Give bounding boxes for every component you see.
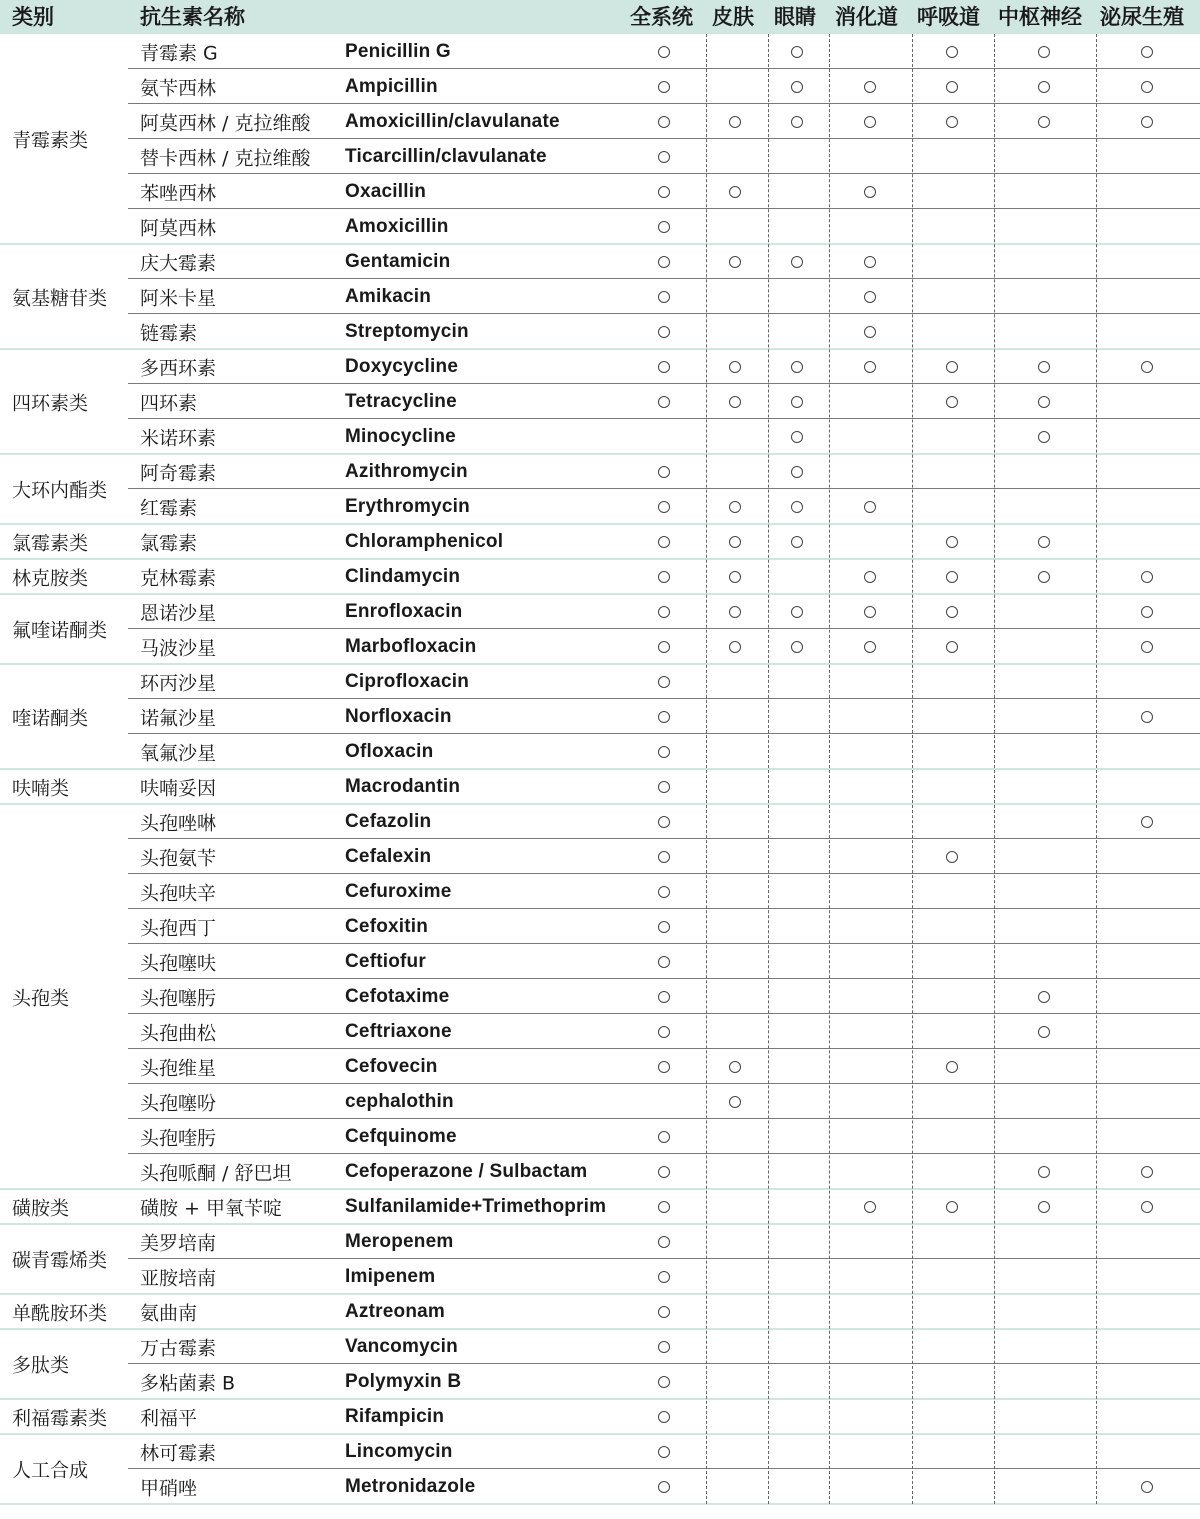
drug-name-cn: 林可霉素 (140, 1442, 217, 1464)
drug-name-en: Cefoperazone / Sulbactam (345, 1160, 588, 1182)
row-divider (128, 628, 1200, 629)
drug-name-en: Marbofloxacin (345, 635, 477, 657)
drug-name-cn: 四环素 (140, 392, 198, 414)
indication-mark (658, 641, 670, 653)
indication-mark (658, 151, 670, 163)
indication-mark (658, 501, 670, 513)
indication-mark (1141, 81, 1153, 93)
group-divider (0, 768, 1200, 770)
row-divider (128, 1048, 1200, 1049)
drug-name-cn: 头孢喹肟 (140, 1127, 217, 1149)
indication-mark (1141, 1481, 1153, 1493)
indication-mark (658, 746, 670, 758)
indication-mark (658, 816, 670, 828)
column-separator (768, 34, 769, 1504)
header-col-cns: 中枢神经 (998, 5, 1082, 29)
drug-name-cn: 米诺环素 (140, 427, 217, 449)
group-divider (0, 593, 1200, 595)
category-label: 多肽类 (12, 1354, 70, 1377)
drug-name-cn: 苯唑西林 (140, 182, 217, 204)
indication-mark (658, 956, 670, 968)
drug-name-cn: 氧氟沙星 (140, 742, 217, 764)
category-label: 碳青霉烯类 (12, 1249, 108, 1272)
drug-name-cn: 头孢曲松 (140, 1022, 217, 1044)
drug-name-cn: 氨曲南 (140, 1302, 198, 1324)
indication-mark (1141, 1201, 1153, 1213)
header-name: 抗生素名称 (140, 5, 245, 29)
indication-mark (1141, 1166, 1153, 1178)
drug-name-en: Erythromycin (345, 495, 470, 517)
group-divider (0, 453, 1200, 455)
indication-mark (658, 1376, 670, 1388)
indication-mark (658, 81, 670, 93)
drug-name-cn: 头孢噻呋 (140, 952, 217, 974)
drug-name-cn: 万古霉素 (140, 1337, 217, 1359)
drug-name-cn: 阿米卡星 (140, 287, 217, 309)
indication-mark (658, 466, 670, 478)
indication-mark (658, 1271, 670, 1283)
drug-name-en: Streptomycin (345, 320, 469, 342)
indication-mark (1141, 571, 1153, 583)
indication-mark (1038, 81, 1050, 93)
row-divider (128, 978, 1200, 979)
group-divider (0, 558, 1200, 560)
category-label: 磺胺类 (12, 1197, 70, 1219)
column-separator (829, 34, 830, 1504)
drug-name-cn: 多粘菌素 B (140, 1372, 236, 1394)
indication-mark (946, 536, 958, 548)
drug-name-en: Clindamycin (345, 565, 461, 587)
drug-name-en: Ciprofloxacin (345, 670, 470, 692)
indication-mark (658, 291, 670, 303)
indication-mark (658, 886, 670, 898)
drug-name-cn: 美罗培南 (140, 1232, 217, 1254)
group-divider (0, 1328, 1200, 1330)
indication-mark (658, 1026, 670, 1038)
row-divider (128, 418, 1200, 419)
drug-name-cn: 呋喃妥因 (140, 777, 217, 799)
drug-name-cn: 亚胺培南 (140, 1267, 217, 1289)
indication-mark (729, 396, 741, 408)
drug-name-cn: 氯霉素 (140, 532, 198, 554)
row-divider (128, 208, 1200, 209)
indication-mark (946, 606, 958, 618)
indication-mark (658, 361, 670, 373)
drug-name-cn: 氨苄西林 (140, 77, 217, 99)
drug-name-cn: 磺胺 + 甲氧苄啶 (140, 1197, 282, 1219)
drug-name-en: Cefoxitin (345, 915, 429, 937)
indication-mark (946, 46, 958, 58)
row-divider (128, 733, 1200, 734)
drug-name-en: Norfloxacin (345, 705, 452, 727)
drug-name-en: Doxycycline (345, 355, 459, 377)
indication-mark (1038, 1201, 1050, 1213)
drug-name-cn: 恩诺沙星 (140, 602, 217, 624)
indication-mark (946, 641, 958, 653)
header-col-eye: 眼睛 (774, 5, 816, 29)
indication-mark (791, 431, 803, 443)
indication-mark (864, 361, 876, 373)
indication-mark (1038, 571, 1050, 583)
drug-name-cn: 青霉素 G (140, 42, 218, 64)
drug-name-en: Aztreonam (345, 1300, 445, 1322)
indication-mark (658, 1481, 670, 1493)
indication-mark (864, 256, 876, 268)
category-label: 喹诺酮类 (12, 707, 89, 729)
drug-name-en: Rifampicin (345, 1405, 445, 1427)
group-divider (0, 1293, 1200, 1295)
indication-mark (658, 536, 670, 548)
drug-name-en: Polymyxin B (345, 1370, 462, 1392)
group-divider (0, 1188, 1200, 1190)
group-divider (0, 523, 1200, 525)
row-divider (128, 1258, 1200, 1259)
drug-name-cn: 克林霉素 (140, 567, 217, 589)
indication-mark (864, 571, 876, 583)
indication-mark (729, 1061, 741, 1073)
drug-name-en: Minocycline (345, 425, 456, 447)
drug-name-cn: 庆大霉素 (140, 252, 217, 274)
category-label: 氯霉素类 (12, 532, 89, 554)
drug-name-en: Meropenem (345, 1230, 454, 1252)
indication-mark (658, 711, 670, 723)
indication-mark (729, 186, 741, 198)
indication-mark (658, 991, 670, 1003)
drug-name-cn: 头孢噻肟 (140, 987, 217, 1009)
group-divider (0, 663, 1200, 665)
drug-name-cn: 头孢氨苄 (140, 847, 217, 869)
drug-name-en: Imipenem (345, 1265, 436, 1287)
indication-mark (864, 606, 876, 618)
indication-mark (658, 396, 670, 408)
indication-mark (729, 116, 741, 128)
indication-mark (729, 361, 741, 373)
indication-mark (658, 186, 670, 198)
indication-mark (864, 501, 876, 513)
indication-mark (1038, 536, 1050, 548)
category-label: 氨基糖苷类 (12, 287, 108, 309)
row-divider (128, 1153, 1200, 1154)
indication-mark (729, 501, 741, 513)
category-label: 四环素类 (12, 392, 89, 414)
indication-mark (729, 641, 741, 653)
column-separator (1096, 34, 1097, 1504)
drug-name-cn: 阿莫西林 / 克拉维酸 (140, 112, 311, 134)
group-divider (0, 348, 1200, 350)
drug-name-en: Ampicillin (345, 75, 438, 97)
row-divider (128, 278, 1200, 279)
header-col-systemic: 全系统 (630, 5, 693, 29)
indication-mark (791, 501, 803, 513)
indication-mark (1038, 991, 1050, 1003)
indication-mark (791, 116, 803, 128)
indication-mark (864, 641, 876, 653)
header-col-urogenital: 泌尿生殖 (1100, 5, 1184, 29)
indication-mark (791, 536, 803, 548)
drug-name-en: Amoxicillin/clavulanate (345, 110, 560, 132)
drug-name-en: Vancomycin (345, 1335, 458, 1357)
indication-mark (658, 781, 670, 793)
drug-name-en: Macrodantin (345, 775, 461, 797)
indication-mark (946, 1201, 958, 1213)
indication-mark (658, 1306, 670, 1318)
row-divider (128, 1363, 1200, 1364)
column-separator (994, 34, 995, 1504)
group-divider (0, 1503, 1200, 1505)
group-divider (0, 1433, 1200, 1435)
indication-mark (946, 571, 958, 583)
drug-name-en: Amikacin (345, 285, 432, 307)
column-separator (912, 34, 913, 1504)
indication-mark (864, 81, 876, 93)
drug-name-en: Enrofloxacin (345, 600, 463, 622)
indication-mark (1141, 361, 1153, 373)
indication-mark (658, 1131, 670, 1143)
indication-mark (946, 81, 958, 93)
group-divider (0, 1223, 1200, 1225)
drug-name-cn: 阿莫西林 (140, 217, 217, 239)
drug-name-cn: 头孢噻吩 (140, 1092, 217, 1114)
drug-name-en: Amoxicillin (345, 215, 449, 237)
indication-mark (1038, 1026, 1050, 1038)
drug-name-en: Cefovecin (345, 1055, 438, 1077)
drug-name-cn: 替卡西林 / 克拉维酸 (140, 147, 311, 169)
drug-name-en: Lincomycin (345, 1440, 453, 1462)
indication-mark (729, 571, 741, 583)
category-label: 青霉素类 (12, 129, 89, 152)
category-label: 大环内酯类 (12, 479, 108, 502)
row-divider (128, 313, 1200, 314)
indication-mark (946, 361, 958, 373)
row-divider (128, 1118, 1200, 1119)
indication-mark (946, 396, 958, 408)
row-divider (128, 873, 1200, 874)
row-divider (128, 1013, 1200, 1014)
row-divider (128, 138, 1200, 139)
drug-name-cn: 头孢唑啉 (140, 812, 217, 834)
indication-mark (1038, 361, 1050, 373)
drug-name-en: Metronidazole (345, 1475, 476, 1497)
indication-mark (658, 46, 670, 58)
header-col-digestive: 消化道 (835, 5, 898, 29)
drug-name-cn: 头孢哌酮 / 舒巴坦 (140, 1162, 292, 1184)
category-label: 头孢类 (12, 987, 70, 1009)
indication-mark (791, 81, 803, 93)
category-label: 人工合成 (12, 1459, 89, 1482)
row-divider (128, 1468, 1200, 1469)
drug-name-cn: 马波沙星 (140, 637, 217, 659)
drug-name-en: Ticarcillin/clavulanate (345, 145, 547, 167)
indication-mark (658, 571, 670, 583)
indication-mark (729, 606, 741, 618)
drug-name-cn: 头孢维星 (140, 1057, 217, 1079)
column-separator (706, 34, 707, 1504)
drug-name-cn: 头孢西丁 (140, 917, 217, 939)
indication-mark (658, 1166, 670, 1178)
row-divider (128, 908, 1200, 909)
category-label: 林克胺类 (12, 567, 89, 589)
indication-mark (946, 851, 958, 863)
group-divider (0, 803, 1200, 805)
header-col-skin: 皮肤 (712, 5, 754, 29)
category-label: 氟喹诺酮类 (12, 619, 108, 642)
indication-mark (791, 396, 803, 408)
indication-mark (1141, 116, 1153, 128)
indication-mark (791, 641, 803, 653)
indication-mark (658, 256, 670, 268)
indication-mark (1141, 711, 1153, 723)
group-divider (0, 243, 1200, 245)
indication-mark (791, 361, 803, 373)
indication-mark (946, 1061, 958, 1073)
indication-mark (864, 291, 876, 303)
category-label: 呋喃类 (12, 777, 70, 799)
indication-mark (658, 1446, 670, 1458)
row-divider (128, 488, 1200, 489)
drug-name-en: cephalothin (345, 1090, 454, 1112)
drug-name-en: Sulfanilamide+Trimethoprim (345, 1195, 607, 1217)
indication-mark (1141, 816, 1153, 828)
indication-mark (658, 851, 670, 863)
indication-mark (791, 256, 803, 268)
header-category: 类别 (12, 5, 54, 29)
drug-name-cn: 甲硝唑 (140, 1477, 198, 1499)
indication-mark (1038, 431, 1050, 443)
category-label: 利福霉素类 (12, 1407, 108, 1429)
row-divider (128, 1083, 1200, 1084)
drug-name-en: Ofloxacin (345, 740, 434, 762)
row-divider (128, 838, 1200, 839)
indication-mark (791, 46, 803, 58)
drug-name-en: Tetracycline (345, 390, 457, 412)
indication-mark (1038, 1166, 1050, 1178)
indication-mark (658, 606, 670, 618)
row-divider (128, 103, 1200, 104)
row-divider (128, 173, 1200, 174)
indication-mark (864, 116, 876, 128)
indication-mark (1141, 641, 1153, 653)
indication-mark (658, 1236, 670, 1248)
drug-name-cn: 阿奇霉素 (140, 462, 217, 484)
indication-mark (658, 1411, 670, 1423)
drug-name-en: Oxacillin (345, 180, 427, 202)
indication-mark (1038, 396, 1050, 408)
drug-name-en: Ceftriaxone (345, 1020, 452, 1042)
indication-mark (729, 256, 741, 268)
drug-name-en: Cefuroxime (345, 880, 452, 902)
header-col-respiratory: 呼吸道 (917, 5, 980, 29)
indication-mark (658, 676, 670, 688)
drug-name-en: Azithromycin (345, 460, 468, 482)
indication-mark (864, 326, 876, 338)
row-divider (128, 383, 1200, 384)
indication-mark (1141, 46, 1153, 58)
category-label: 单酰胺环类 (12, 1302, 108, 1324)
drug-name-cn: 诺氟沙星 (140, 707, 217, 729)
drug-name-en: Cefazolin (345, 810, 432, 832)
drug-name-cn: 多西环素 (140, 357, 217, 379)
indication-mark (658, 1201, 670, 1213)
indication-mark (864, 186, 876, 198)
drug-name-cn: 利福平 (140, 1407, 198, 1429)
indication-mark (729, 536, 741, 548)
drug-name-cn: 环丙沙星 (140, 672, 217, 694)
row-divider (128, 698, 1200, 699)
indication-mark (658, 1061, 670, 1073)
indication-mark (946, 116, 958, 128)
drug-name-cn: 链霉素 (140, 322, 198, 344)
indication-mark (791, 466, 803, 478)
drug-name-cn: 红霉素 (140, 497, 198, 519)
row-divider (128, 943, 1200, 944)
indication-mark (1038, 46, 1050, 58)
drug-name-en: Penicillin G (345, 40, 451, 62)
indication-mark (658, 116, 670, 128)
indication-mark (658, 221, 670, 233)
row-divider (128, 68, 1200, 69)
indication-mark (1141, 606, 1153, 618)
group-divider (0, 1398, 1200, 1400)
indication-mark (791, 606, 803, 618)
drug-name-cn: 头孢呋辛 (140, 882, 217, 904)
drug-name-en: Gentamicin (345, 250, 451, 272)
drug-name-en: Cefotaxime (345, 985, 450, 1007)
indication-mark (658, 1341, 670, 1353)
drug-name-en: Cefquinome (345, 1125, 457, 1147)
drug-name-en: Cefalexin (345, 845, 432, 867)
indication-mark (658, 921, 670, 933)
indication-mark (1038, 116, 1050, 128)
indication-mark (729, 1096, 741, 1108)
drug-name-en: Chloramphenicol (345, 530, 504, 552)
indication-mark (864, 1201, 876, 1213)
indication-mark (658, 326, 670, 338)
drug-name-en: Ceftiofur (345, 950, 426, 972)
